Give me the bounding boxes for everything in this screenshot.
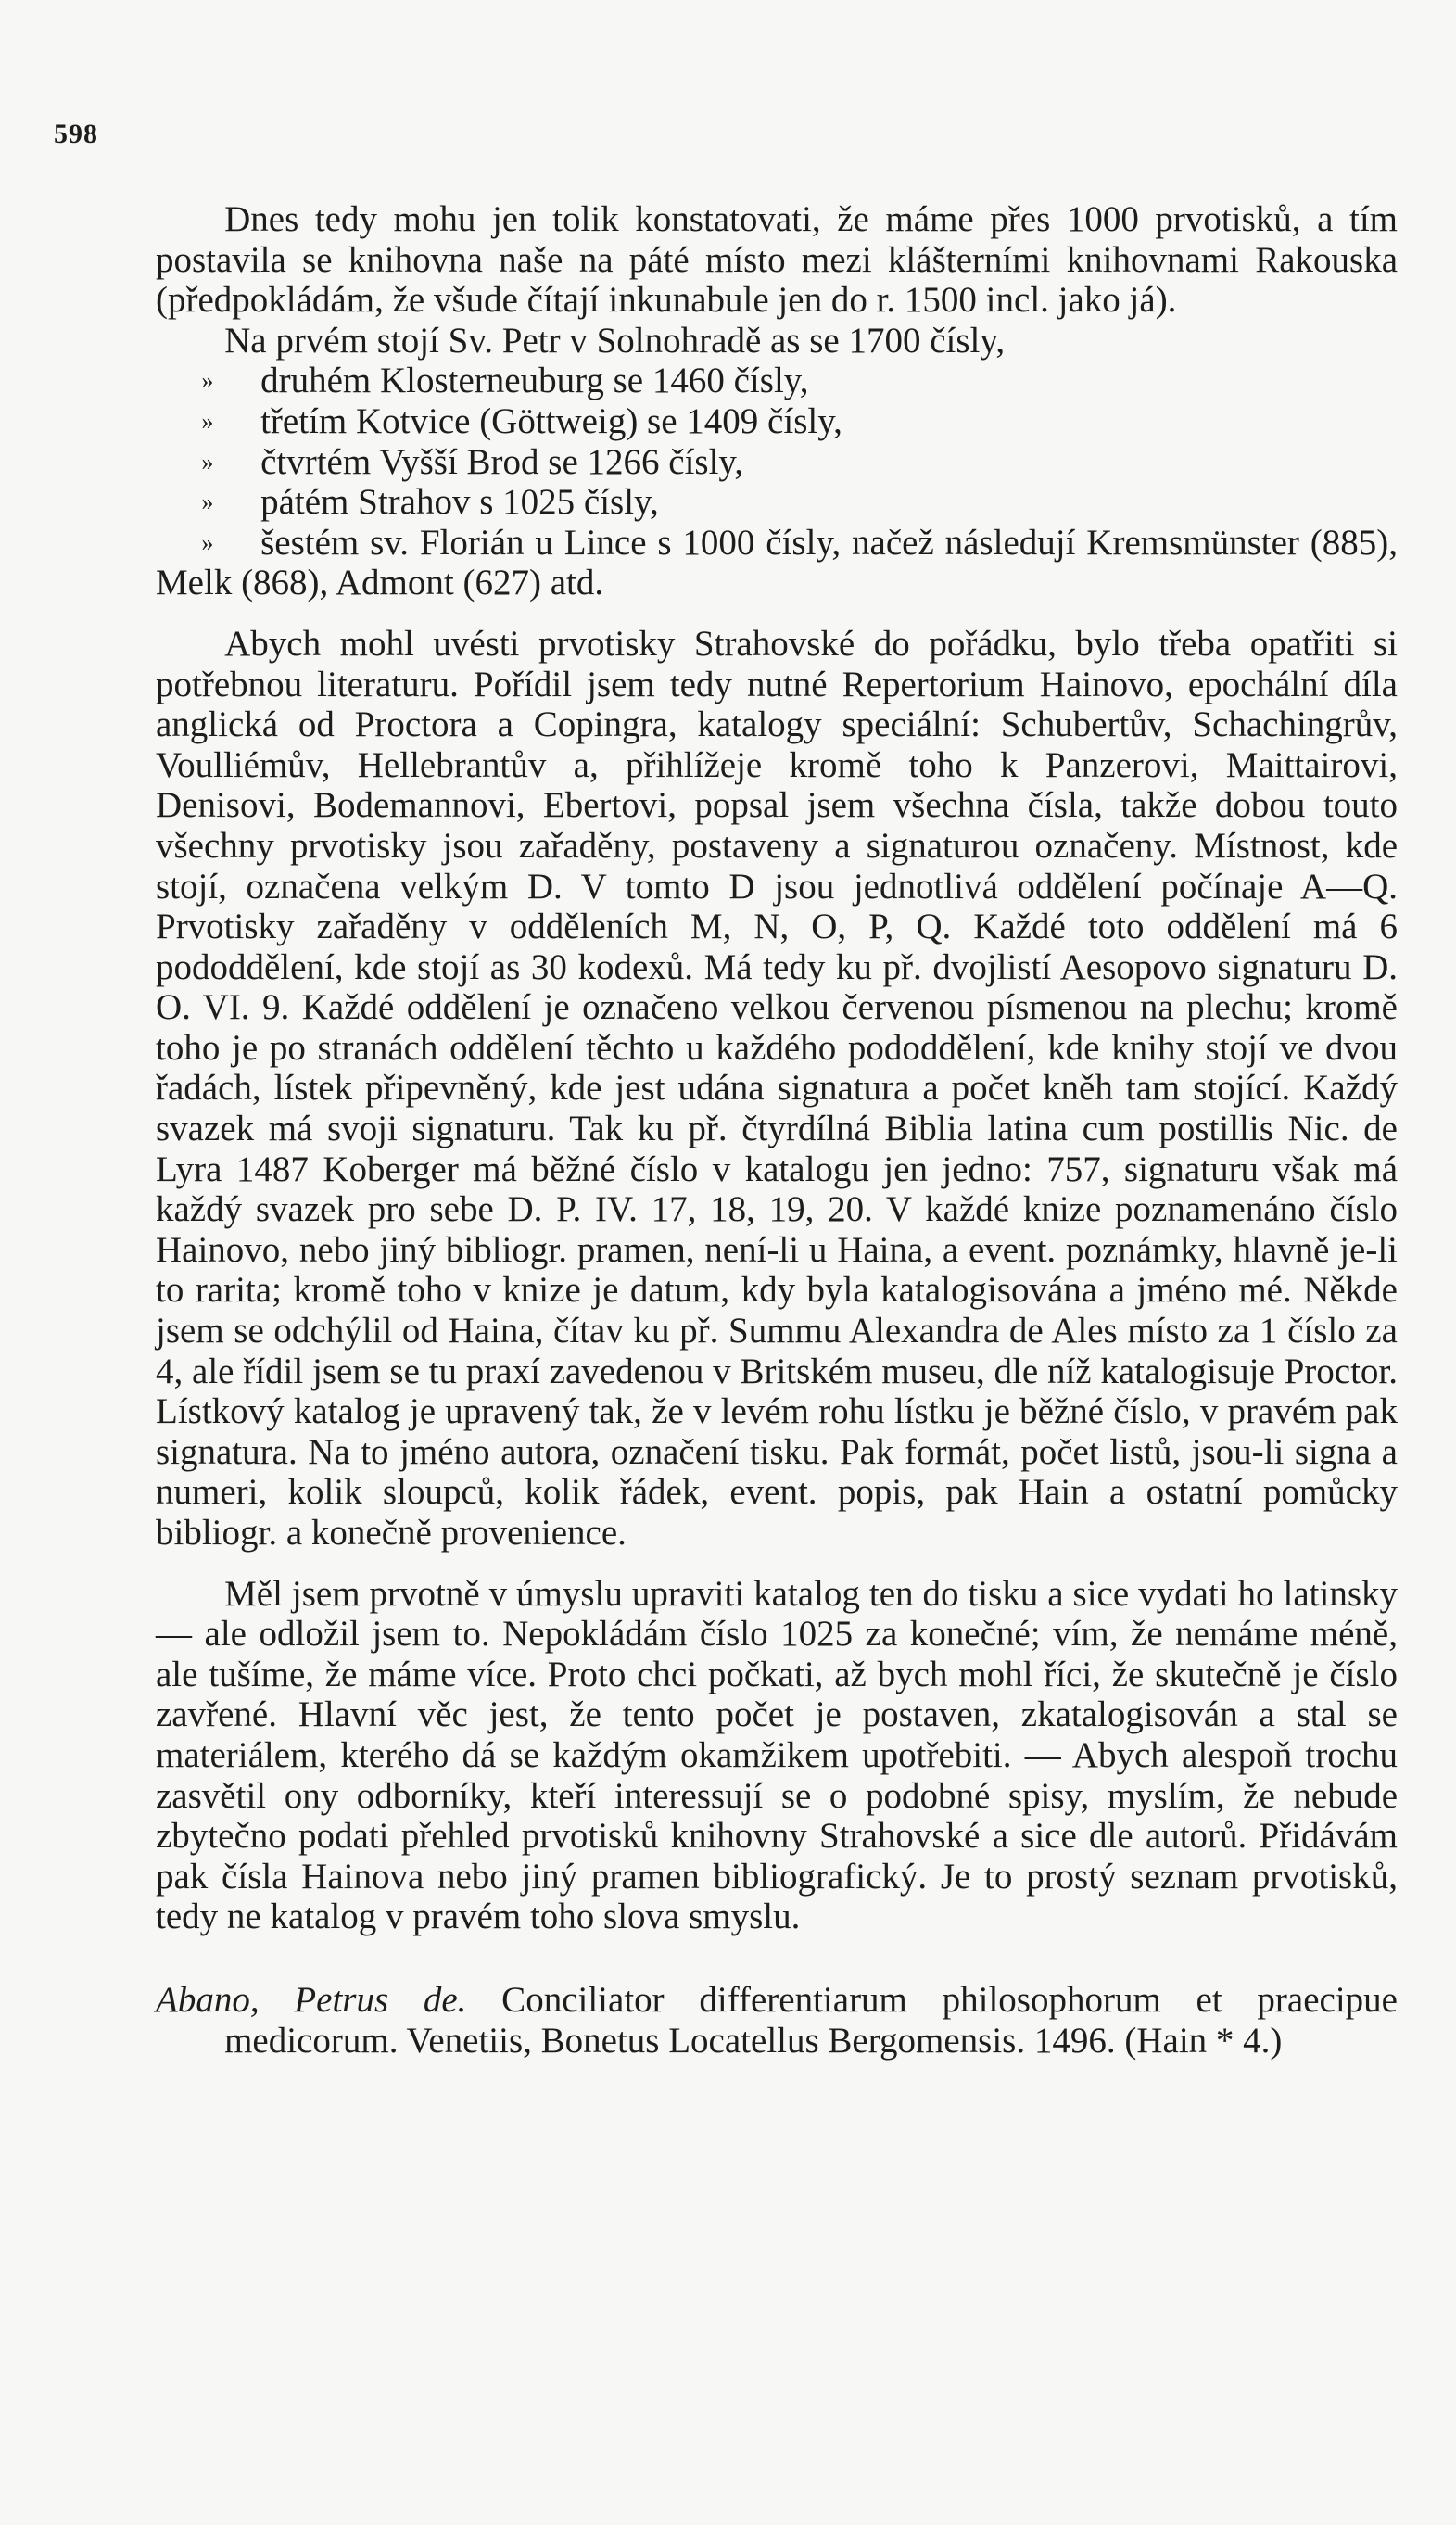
- ranking-marker: »: [201, 367, 214, 395]
- plans-paragraph: Měl jsem prvotně v úmyslu upraviti katalog ten do tisku a sice vydati ho latinsky — ale odložil jsem to. Nepokládám číslo 1025 za konečné; vím, že nemáme méně, ale tušíme, že máme více. Proto chci počkati, až bych mohl říci, že skutečně je číslo zavřené. Hlavní věc jest, že tento počet je postaven, zkatalogisován a stal se materiálem, kterého dá se každým okamžikem upotřebiti. — Abych alespoň trochu zasvětil ony odborníky, kteří interessují se o podobné spisy, myslím, že nebude zbytečno podati přehled prvotisků knihovny Strahovské a sice dle autorů. Přidávám pak čísla Hainova nebo jiný pramen bibliografický. Je to prostý seznam prvotisků, tedy ne katalog v pravém toho slova smyslu.: [156, 1573, 1398, 1937]
- ranking-item: [156, 361, 1398, 401]
- library-ranking-list: [156, 321, 1398, 603]
- entry-text: Conciliator differentiarum philosophorum et praecipue medicorum. Venetiis, Bonetus Locatellus Bergomensis. 1496. (Hain * 4.): [224, 1979, 1398, 2061]
- ranking-item-text: čtvrtém Vyšší Brod se 1266 čísly,: [260, 441, 744, 482]
- ranking-item: [156, 523, 1398, 603]
- ranking-item-text: šestém sv. Florián u Lince s 1000 čísly, načež následují Kremsmünster (885), Melk (868), Admont (627) atd.: [156, 522, 1398, 603]
- entry-author: Abano, Petrus de.: [156, 1979, 467, 2020]
- catalog-entry: [156, 1980, 1398, 2061]
- ranking-marker: »: [201, 489, 214, 516]
- ranking-item-text: druhém Klosterneuburg se 1460 čísly,: [260, 361, 809, 401]
- page-number: 598: [54, 119, 98, 149]
- ranking-marker: »: [201, 448, 214, 476]
- ranking-item: [156, 442, 1398, 483]
- ranking-marker: »: [201, 528, 214, 556]
- ranking-item: [156, 482, 1398, 523]
- ranking-item: [156, 401, 1398, 442]
- ranking-item-text: třetím Kotvice (Göttweig) se 1409 čísly,: [260, 400, 842, 441]
- ranking-first: Na prvém stojí Sv. Petr v Solnohradě as se 1700 čísly,: [224, 320, 1006, 361]
- intro-paragraph: Dnes tedy mohu jen tolik konstatovati, že máme přes 1000 prvotisků, a tím postavila se knihovna naše na páté místo mezi klášterními knihovnami Rakouska (předpokládám, že všude čítají inkunabule jen do r. 1500 incl. jako já).: [156, 199, 1398, 321]
- ranking-marker: »: [201, 407, 214, 435]
- cataloguing-paragraph: Abych mohl uvésti prvotisky Strahovské do pořádku, bylo třeba opatřiti si potřebnou literaturu. Pořídil jsem tedy nutné Repertorium Hainovo, epochální díla anglická od Proctora a Copingra, katalogy speciální: Schubertův, Schachingrův, Voulliémův, Hellebrantův a, přihlížeje kromě toho k Panzerovi, Maittairovi, Denisovi, Bodemannovi, Ebertovi, popsal jsem všechna čísla, takže dobou touto všechny prvotisky jsou zařaděny, postaveny a signaturou označeny. Místnost, kde stojí, označena velkým D. V tomto D jsou jednotlivá oddělení počínaje A—Q. Prvotisky zařaděny v odděleních M, N, O, P, Q. Každé toto oddělení má 6 pododdělení, kde stojí as 30 kodexů. Má tedy ku př. dvojlistí Aesopovo signaturu D. O. VI. 9. Každé oddělení je označeno velkou červenou písmenou na plechu; kromě toho je po stranách oddělení těchto u každého pododdělení, kde knihy stojí ve dvou řadách, lístek připevněný, kde jest udána signatura a počet kněh tam stojící. Každý svazek má svoji signaturu. Tak ku př. čtyrdílná Biblia latina cum postillis Nic. de Lyra 1487 Koberger má běžné číslo v katalogu jen jedno: 757, signaturu však má každý svazek pro sebe D. P. IV. 17, 18, 19, 20. V každé knize poznamenáno číslo Hainovo, nebo jiný bibliogr. pramen, není-li u Haina, a event. poznámky, hlavně je-li to rarita; kromě toho v knize je datum, kdy byla katalogisována a jméno mé. Někde jsem se odchýlil od Haina, čítav ku př. Summu Alexandra de Ales místo za 1 číslo za 4, ale řídil jsem se tu praxí zavedenou v Britském museu, dle níž katalogisuje Proctor. Lístkový katalog je upravený tak, že v levém rohu lístku je běžné číslo, v pravém pak signatura. Na to jméno autora, označení tisku. Pak formát, počet listů, jsou-li signa a numeri, kolik sloupců, kolik řádek, event. popis, pak Hain a ostatní pomůcky bibliogr. a konečně provenience.: [156, 623, 1398, 1553]
- ranking-item-text: pátém Strahov s 1025 čísly,: [260, 482, 659, 523]
- page-content: [156, 199, 1398, 2061]
